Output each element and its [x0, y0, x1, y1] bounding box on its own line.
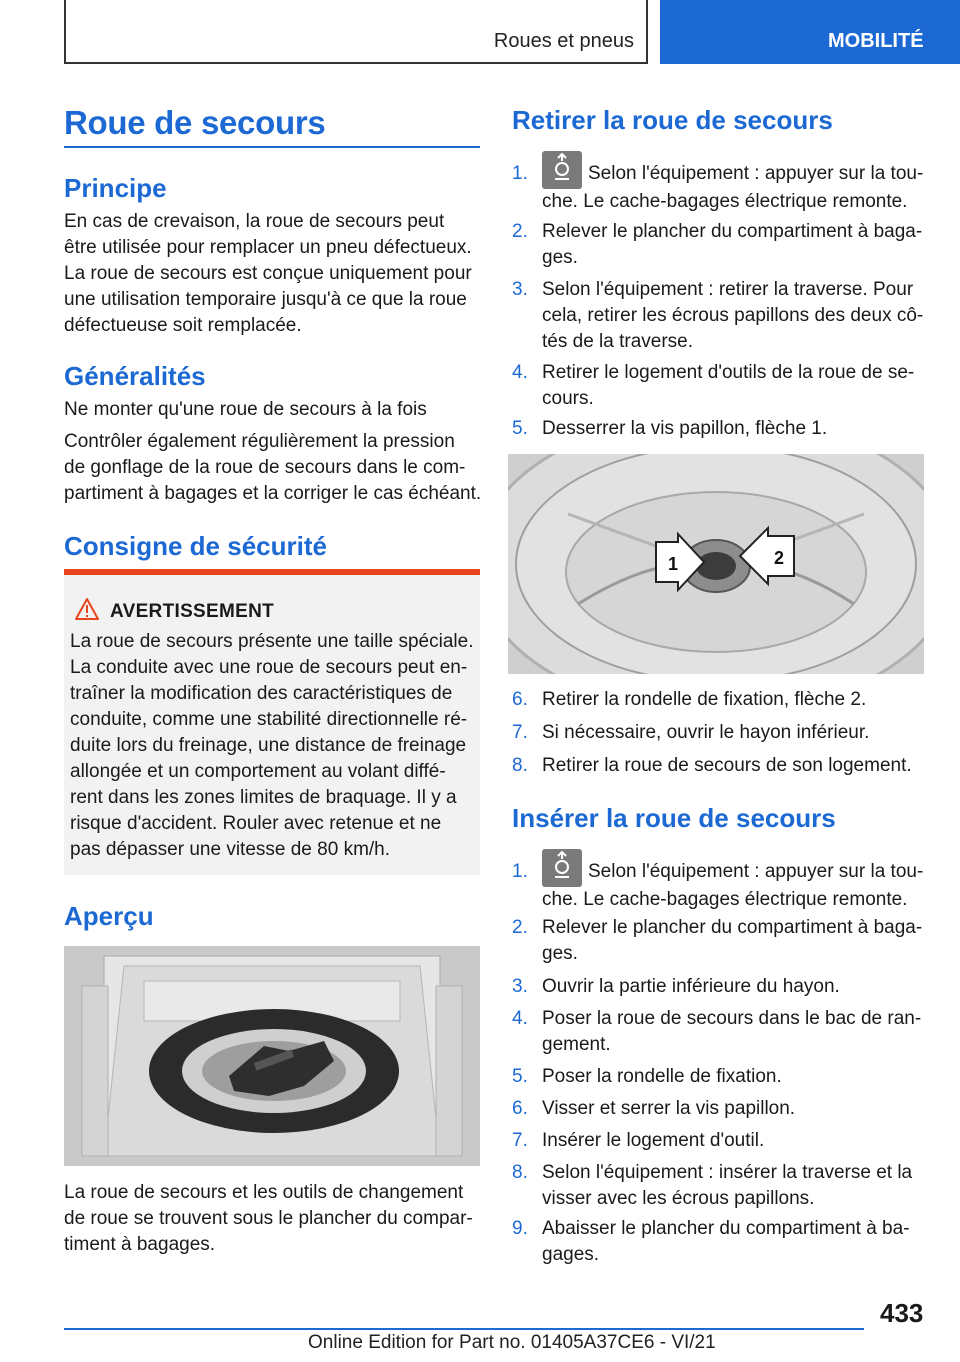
text-line: ges.	[542, 247, 578, 268]
text-line: gages.	[542, 1244, 600, 1265]
step-number: 3.	[512, 279, 528, 300]
text-line: Retirer la roue de secours de son logement.	[542, 755, 912, 776]
step-number: 5.	[512, 418, 528, 439]
text-line: Selon l'équipement : retirer la traverse. Pour	[542, 279, 914, 300]
warning-box	[64, 569, 480, 875]
step-number: 9.	[512, 1218, 528, 1239]
step-number: 6.	[512, 689, 528, 710]
warning-text	[70, 629, 478, 863]
step-number: 2.	[512, 221, 528, 242]
step-number: 2.	[512, 917, 528, 938]
wheel-fastener-illustration	[508, 454, 924, 674]
text-line: Abaisser le plancher du compartiment à ba-	[542, 1218, 910, 1239]
text-line: Relever le plancher du compartiment à baga-	[542, 917, 923, 938]
arrow-label-1: 1	[668, 554, 679, 574]
step-number: 7.	[512, 722, 528, 743]
principe-text	[64, 209, 484, 339]
step-number: 1.	[512, 861, 528, 882]
warning-title: AVERTISSEMENT	[110, 601, 275, 622]
text-line: La roue de secours présente une taille spéciale.	[70, 631, 474, 652]
text-line: Ouvrir la partie inférieure du hayon.	[542, 976, 840, 997]
apercu-heading: Aperçu	[64, 901, 154, 931]
text-line: cours.	[542, 388, 594, 409]
inserer-heading: Insérer la roue de secours	[512, 803, 836, 833]
title-rule	[64, 146, 480, 148]
footer-edition: Online Edition for Part no. 01405A37CE6 - VI/21	[308, 1332, 716, 1353]
text-line: être utilisée pour remplacer un pneu défectueux.	[64, 237, 472, 258]
step-number: 8.	[512, 755, 528, 776]
text-line: partiment à bagages et la corriger le cas échéant.	[64, 483, 482, 504]
retirer-heading: Retirer la roue de secours	[512, 105, 833, 135]
text-line: Visser et serrer la vis papillon.	[542, 1098, 796, 1119]
text-line: pas dépasser une vitesse de 80 km/h.	[70, 839, 391, 860]
text-line: duite lors du freinage, une distance de freinage	[70, 735, 467, 756]
text-line: Selon l'équipement : appuyer sur la tou-	[588, 861, 924, 882]
trunk-button-icon	[542, 151, 582, 189]
generalites-p1: Ne monter qu'une roue de secours à la fois	[64, 399, 427, 420]
text-line: Retirer la rondelle de fixation, flèche 2.	[542, 689, 867, 710]
chapter-title: Roues et pneus	[493, 30, 634, 52]
header-chapter-tab	[64, 0, 648, 64]
text-line: Desserrer la vis papillon, flèche 1.	[542, 418, 828, 439]
text-line: tés de la traverse.	[542, 331, 694, 352]
step-number: 6.	[512, 1098, 528, 1119]
generalites-heading: Généralités	[64, 361, 206, 391]
text-line: Selon l'équipement : appuyer sur la tou-	[588, 163, 924, 184]
section-title: MOBILITÉ	[828, 30, 924, 52]
step-number: 3.	[512, 976, 528, 997]
trunk-button-icon	[542, 849, 582, 887]
text-line: visser avec les écrous papillons.	[542, 1188, 815, 1209]
warning-triangle-icon	[74, 597, 100, 621]
text-line: allongée et un comportement au volant diffé-	[70, 761, 446, 782]
text-line: Poser la roue de secours dans le bac de ran-	[542, 1008, 922, 1029]
text-line: ges.	[542, 943, 578, 964]
text-line: La roue de secours est conçue uniquement pour	[64, 263, 472, 284]
text-line: défectueuse soit remplacée.	[64, 315, 302, 336]
generalites-p2	[64, 429, 484, 507]
text-line: Relever le plancher du compartiment à baga-	[542, 221, 923, 242]
text-line: risque d'accident. Rouler avec retenue et ne	[70, 813, 442, 834]
text-line: cela, retirer les écrous papillons des deux cô-	[542, 305, 924, 326]
text-line: Poser la rondelle de fixation.	[542, 1066, 782, 1087]
step-number: 8.	[512, 1162, 528, 1183]
spare-wheel-trunk-illustration	[64, 946, 480, 1166]
footer-rule	[64, 1328, 864, 1330]
text-line: rent dans les zones limites de braquage. Il y a	[70, 787, 457, 808]
text-line: une utilisation temporaire jusqu'à ce que la roue	[64, 289, 467, 310]
step-number: 5.	[512, 1066, 528, 1087]
text-line: En cas de crevaison, la roue de secours peut	[64, 211, 445, 232]
text-line: La roue de secours et les outils de changement	[64, 1182, 464, 1203]
text-line: conduite, comme une stabilité directionnelle ré-	[70, 709, 468, 730]
apercu-caption	[64, 1180, 484, 1258]
text-line: Retirer le logement d'outils de la roue de se-	[542, 362, 915, 383]
step-number: 1.	[512, 163, 528, 184]
text-line: che. Le cache-bagages électrique remonte.	[542, 889, 908, 910]
header-section-tab	[660, 0, 960, 64]
text-line: de gonflage de la roue de secours dans le com-	[64, 457, 466, 478]
arrow-label-2: 2	[774, 548, 785, 568]
consigne-heading: Consigne de sécurité	[64, 531, 327, 561]
text-line: Selon l'équipement : insérer la traverse et la	[542, 1162, 913, 1183]
text-line: traîner la modification des caractéristiques de	[70, 683, 453, 704]
page-number: 433	[880, 1298, 924, 1328]
text-line: Insérer le logement d'outil.	[542, 1130, 765, 1151]
text-line: gement.	[542, 1034, 611, 1055]
text-line: Si nécessaire, ouvrir le hayon inférieur.	[542, 722, 870, 743]
page-title: Roue de secours	[64, 104, 326, 141]
step-number: 4.	[512, 1008, 528, 1029]
step-number: 7.	[512, 1130, 528, 1151]
principe-heading: Principe	[64, 173, 167, 203]
text-line: timent à bagages.	[64, 1234, 216, 1255]
text-line: Contrôler également régulièrement la pression	[64, 431, 455, 452]
text-line: che. Le cache-bagages électrique remonte.	[542, 191, 908, 212]
text-line: La conduite avec une roue de secours peut en-	[70, 657, 468, 678]
step-number: 4.	[512, 362, 528, 383]
text-line: de roue se trouvent sous le plancher du compar-	[64, 1208, 473, 1229]
